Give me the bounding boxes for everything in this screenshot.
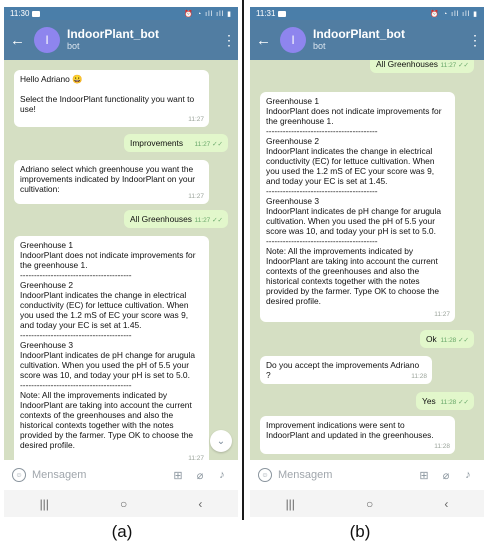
signal-battery-icons: ⏰ ◔ ıll ıll ▮ — [430, 10, 478, 18]
android-nav-bar — [250, 490, 484, 517]
more-menu-icon[interactable]: ⋮ — [468, 31, 482, 48]
message-outgoing — [370, 60, 474, 73]
avatar[interactable]: I — [34, 27, 60, 53]
message-text: Greenhouse 1 IndoorPlant does not indicate improvements for the greenhouse 1. ---------------------------------------- Greenhouse 2 IndoorPlant indicates the change in electrical conductivity (EC) for lettuce cultivation. When you used the 1.2 mS of EC your score was 9, and today your EC is set at 1.45. ---------------------------------------- Greenhouse 3 IndoorPlant indicates de pH change for arugula cultivation. When you used the pH of 5.5 your score was 10, and today your pH is set to 5.0. ---------------------------------------- Note: All the improvements indicated by IndoorPlant are taking into account the current contexts of the greenhouses and also the historical contexts together with the notes provided by the farmer. Type OK to choose the desired profile. — [266, 96, 442, 306]
back-arrow-icon[interactable]: ← — [256, 31, 271, 49]
chat-title[interactable] — [313, 28, 468, 51]
message-text: Improvements — [130, 138, 184, 148]
recent-apps-icon[interactable]: ||| — [39, 496, 49, 511]
message-text: All Greenhouses — [376, 60, 438, 69]
chat-area[interactable] — [250, 60, 484, 460]
message-incoming — [260, 416, 455, 454]
message-incoming — [260, 356, 432, 384]
bot-command-icon[interactable]: ⊞ — [419, 469, 429, 482]
message-time: 11:27 — [188, 193, 204, 200]
emoji-icon[interactable]: ☺ — [12, 468, 26, 482]
message-text: Greenhouse 1 IndoorPlant does not indicate improvements for the greenhouse 1. ---------------------------------------- Greenhouse 2 IndoorPlant indicates the change in electrical conductivity (EC) for lettuce cultivation. When you used the 1.2 mS of EC your score was 9, and today your EC is set at 1.45. ---------------------------------------- Greenhouse 3 IndoorPlant indicates de pH change for arugula cultivation. When you used the pH of 5.5 your score was 10, and today your pH is set to 5.0. ---------------------------------------- Note: All the improvements indicated by IndoorPlant are taking into account the current contexts of the greenhouses and also the historical contexts together with the notes provided by the farmer. Type OK to choose the desired profile. — [20, 240, 196, 450]
android-nav-bar — [4, 490, 238, 517]
phone-screen-a — [4, 7, 238, 517]
notification-icon — [278, 11, 286, 17]
message-outgoing — [420, 330, 474, 348]
bot-name: IndoorPlant_bot — [313, 27, 405, 42]
bot-name: IndoorPlant_bot — [67, 27, 159, 42]
caption-a: (a) — [111, 522, 133, 541]
message-incoming — [260, 92, 455, 322]
status-time: 11:31 — [256, 9, 276, 18]
nav-back-icon[interactable]: ‹ — [198, 496, 203, 511]
message-incoming — [14, 236, 209, 460]
microphone-icon[interactable]: ♪ — [465, 469, 471, 481]
chat-title[interactable] — [67, 28, 222, 51]
message-text: Improvement indications were sent to IndoorPlant and updated in the greenhouses. — [266, 420, 434, 440]
message-time: 11:27 — [434, 311, 450, 318]
message-text: All Greenhouses — [130, 214, 192, 224]
message-input-bar — [250, 460, 484, 490]
bot-command-icon[interactable]: ⊞ — [173, 469, 183, 482]
message-time: 11:27 — [188, 116, 204, 123]
scroll-down-button[interactable]: ⌄ — [210, 430, 232, 452]
bot-subtitle: bot — [67, 40, 80, 51]
message-time: 11:28 ✓✓ — [440, 399, 469, 406]
message-text: Hello Adriano 😀 Select the IndoorPlant functionality you want to use! — [20, 74, 195, 114]
home-icon[interactable]: ○ — [366, 496, 374, 511]
message-time: 11:27 ✓✓ — [440, 62, 469, 69]
message-text: Ok — [426, 334, 437, 344]
message-input-bar — [4, 460, 238, 490]
chat-header — [250, 20, 484, 60]
attach-icon[interactable]: ⌀ — [442, 469, 450, 482]
message-time: 11:28 ✓✓ — [440, 337, 469, 344]
panel-divider — [242, 0, 244, 520]
message-text: Do you accept the improvements Adriano ? — [266, 360, 420, 380]
more-menu-icon[interactable]: ⋮ — [222, 31, 236, 48]
chat-area[interactable] — [4, 60, 238, 460]
recent-apps-icon[interactable]: ||| — [285, 496, 295, 511]
attach-icon[interactable]: ⌀ — [196, 469, 204, 482]
signal-battery-icons: ⏰ ◔ ıll ıll ▮ — [184, 10, 232, 18]
message-text: Yes — [422, 396, 436, 406]
microphone-icon[interactable]: ♪ — [219, 469, 225, 481]
status-bar — [4, 7, 238, 20]
message-input[interactable]: Mensagem — [278, 469, 333, 481]
back-arrow-icon[interactable]: ← — [10, 31, 25, 49]
status-bar — [250, 7, 484, 20]
message-outgoing — [416, 392, 474, 410]
chat-header — [4, 20, 238, 60]
message-incoming — [14, 70, 209, 127]
status-time: 11:30 — [10, 9, 30, 18]
message-time: 11:27 ✓✓ — [194, 141, 223, 148]
message-time: 11:28 — [411, 373, 427, 380]
message-outgoing — [124, 134, 228, 152]
avatar[interactable]: I — [280, 27, 306, 53]
message-text: Adriano select which greenhouse you want the improvements indicated by IndoorPlant on your cultivation: — [20, 164, 196, 194]
emoji-icon[interactable]: ☺ — [258, 468, 272, 482]
notification-icon — [32, 11, 40, 17]
nav-back-icon[interactable]: ‹ — [444, 496, 449, 511]
message-outgoing — [124, 210, 228, 228]
message-time: 11:28 — [434, 443, 450, 450]
message-time: 11:27 — [188, 455, 204, 460]
phone-screen-b — [250, 7, 484, 517]
bot-subtitle: bot — [313, 40, 326, 51]
message-time: 11:27 ✓✓ — [194, 217, 223, 224]
caption-b: (b) — [349, 522, 371, 541]
message-incoming — [14, 160, 209, 204]
home-icon[interactable]: ○ — [120, 496, 128, 511]
message-input[interactable]: Mensagem — [32, 469, 87, 481]
